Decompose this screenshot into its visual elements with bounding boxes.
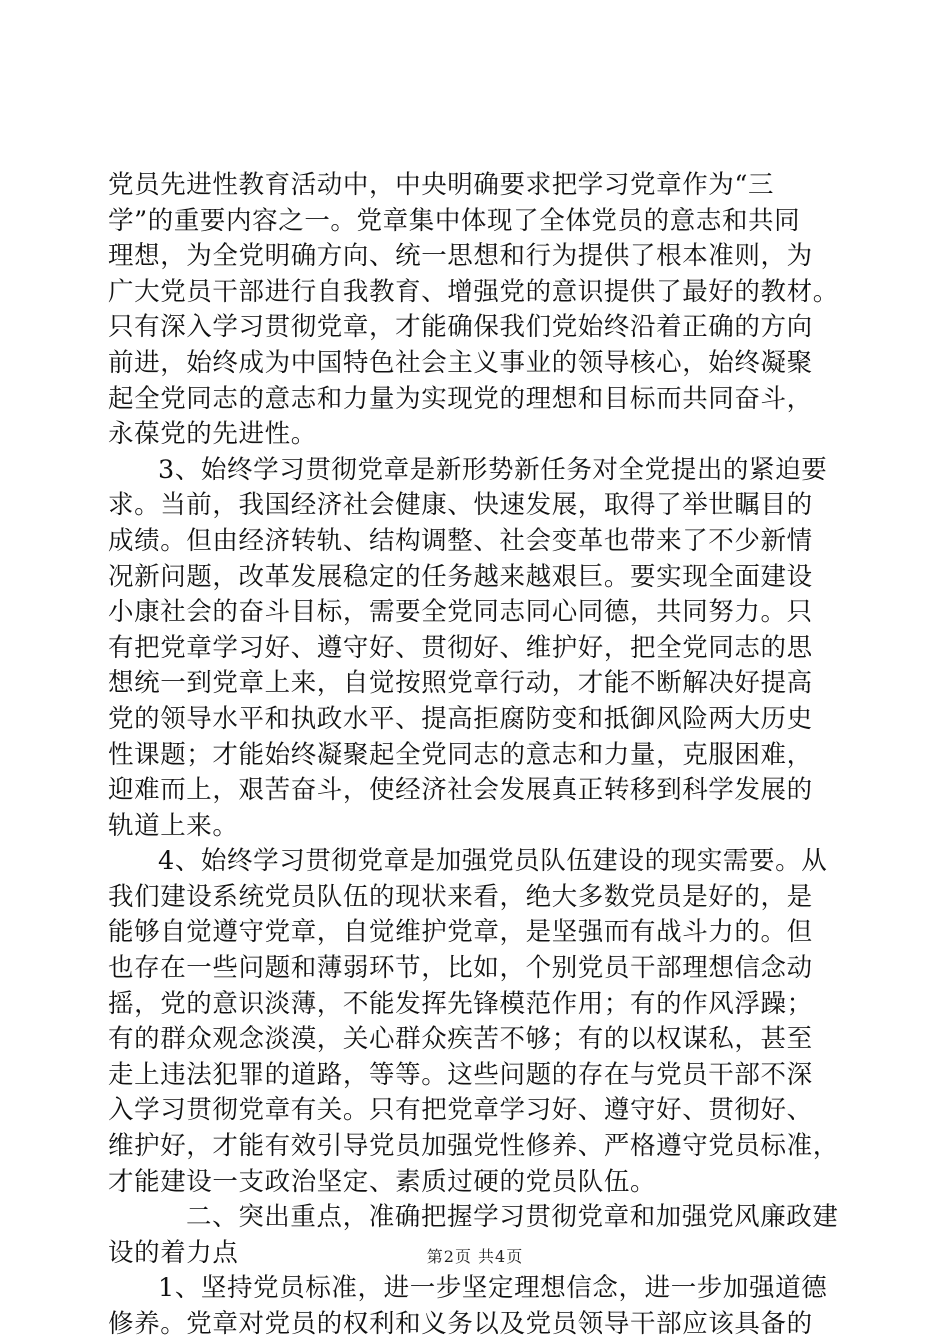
text-line: 也存在一些问题和薄弱环节，比如，个别党员干部理想信念动: [108, 953, 813, 984]
text-line: 成绩。但由经济转轨、结构调整、社会变革也带来了不少新情: [108, 525, 813, 556]
text-line: 维护好，才能有效引导党员加强党性修养、严格遵守党员标准，: [108, 1131, 839, 1162]
text-line: 迎难而上，艰苦奋斗，使经济社会发展真正转移到科学发展的: [108, 775, 813, 806]
text-line: 摇，党的意识淡薄，不能发挥先锋模范作用；有的作风浮躁；: [108, 988, 813, 1019]
text-line: 走上违法犯罪的道路，等等。这些问题的存在与党员干部不深: [108, 1059, 813, 1090]
text-line: 想统一到党章上来，自觉按照党章行动，才能不断解决好提高: [108, 668, 813, 699]
section-heading-line: 二、突出重点，准确把握学习贯彻党章和加强党风廉政建: [186, 1202, 839, 1233]
paragraph-start-line: 1、坚持党员标准，进一步坚定理想信念，进一步加强道德: [158, 1273, 828, 1304]
document-body: [108, 168, 853, 1343]
paragraph-start-line: 3、始终学习贯彻党章是新形势新任务对全党提出的紧迫要: [158, 454, 828, 485]
text-line: 性课题；才能始终凝聚起全党同志的意志和力量，克服困难，: [108, 739, 813, 770]
paragraph-start-line: 4、始终学习贯彻党章是加强党员队伍建设的现实需要。从: [158, 846, 828, 877]
text-line: 广大党员干部进行自我教育、增强党的意识提供了最好的教材。: [108, 276, 839, 307]
text-line: 有把党章学习好、遵守好、贯彻好、维护好，把全党同志的思: [108, 632, 813, 663]
text-line: 修养。党章对党员的权利和义务以及党员领导干部应该具备的: [108, 1309, 813, 1339]
text-line: 求。当前，我国经济社会健康、快速发展，取得了举世瞩目的: [108, 490, 813, 521]
text-line: 况新问题，改革发展稳定的任务越来越艰巨。要实现全面建设: [108, 561, 813, 592]
text-line: 学”的重要内容之一。党章集中体现了全体党员的意志和共同: [108, 205, 801, 236]
text-line: 入学习贯彻党章有关。只有把党章学习好、遵守好、贯彻好、: [108, 1095, 813, 1126]
text-line: 起全党同志的意志和力量为实现党的理想和目标而共同奋斗，: [108, 383, 813, 414]
text-line: 有的群众观念淡漠，关心群众疾苦不够；有的以权谋私，甚至: [108, 1024, 813, 1055]
text-line: 党员先进性教育活动中，中央明确要求把学习党章作为“三: [108, 170, 775, 200]
text-line: 前进，始终成为中国特色社会主义事业的领导核心，始终凝聚: [108, 347, 813, 378]
text-line: 小康社会的奋斗目标，需要全党同志同心同德，共同努力。只: [108, 597, 813, 628]
section-heading-line: 设的着力点: [108, 1237, 239, 1268]
text-line: 只有深入学习贯彻党章，才能确保我们党始终沿着正确的方向: [108, 312, 813, 343]
text-line: 才能建设一支政治坚定、素质过硬的党员队伍。: [108, 1166, 657, 1197]
text-line: 能够自觉遵守党章，自觉维护党章，是坚强而有战斗力的。但: [108, 917, 813, 948]
text-line: 党的领导水平和执政水平、提高拒腐防变和抵御风险两大历史: [108, 703, 813, 734]
text-line: 轨道上来。: [108, 810, 239, 841]
text-line: 我们建设系统党员队伍的现状来看，绝大多数党员是好的，是: [108, 881, 813, 912]
text-line: 理想，为全党明确方向、统一思想和行为提供了根本准则，为: [108, 241, 813, 272]
page-number-footer: 第2页 共4页: [426, 1247, 524, 1266]
text-line: 永葆党的先进性。: [108, 419, 317, 450]
